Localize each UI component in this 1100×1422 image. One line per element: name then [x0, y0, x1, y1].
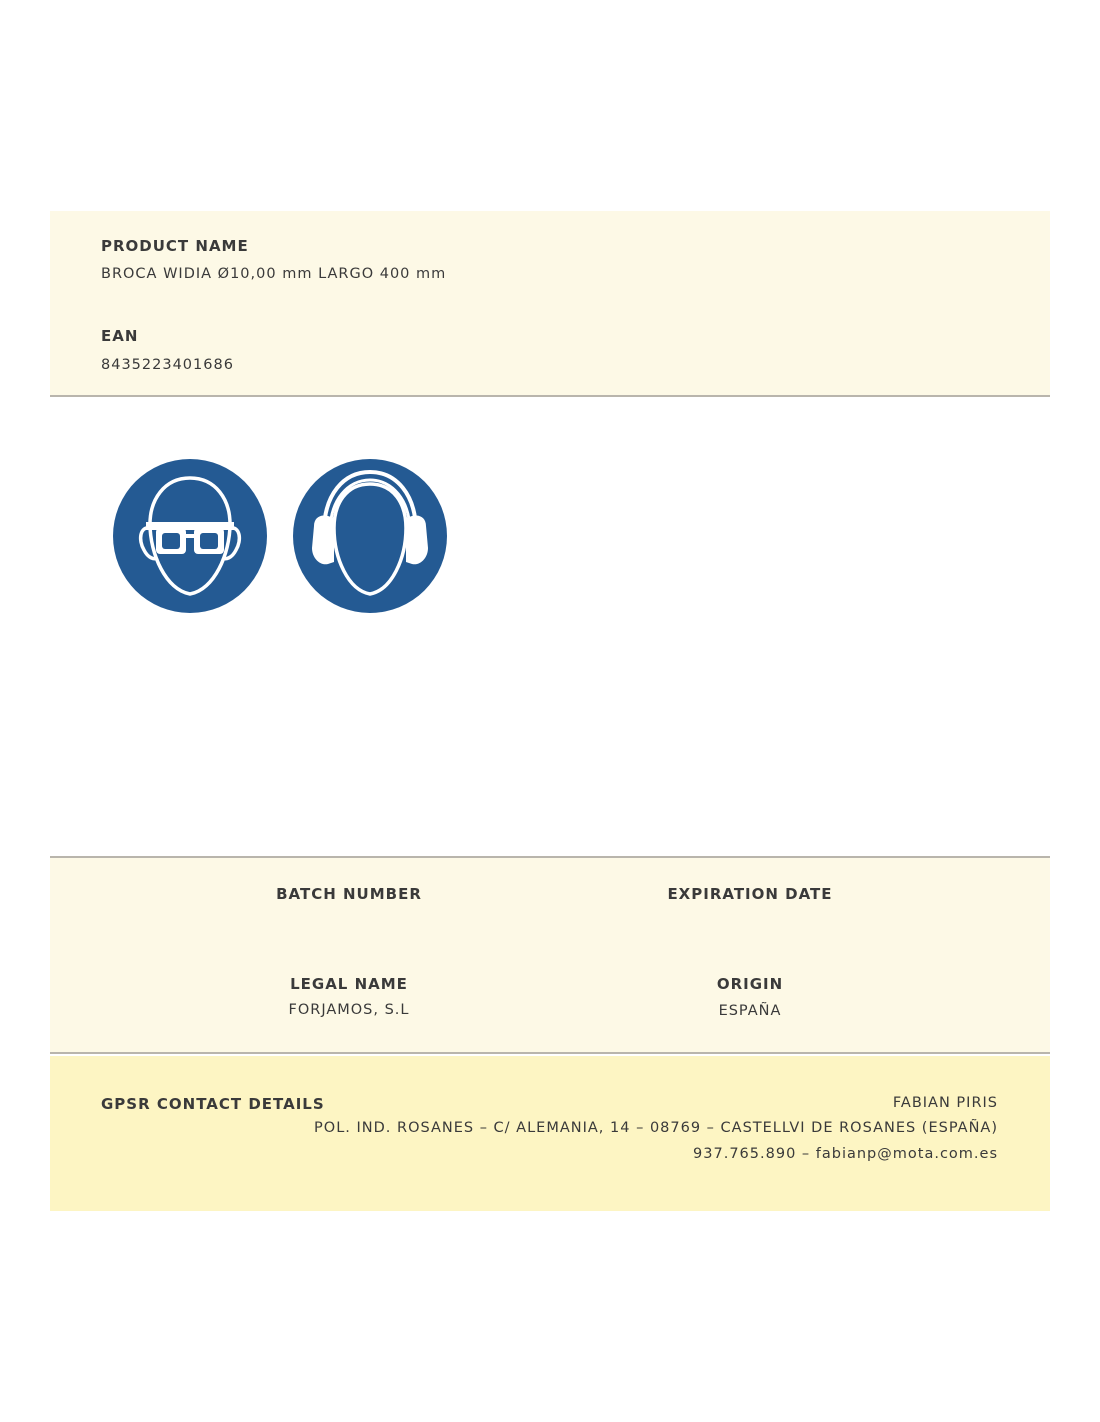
batch-number-label: BATCH NUMBER — [276, 885, 422, 903]
contact-name: FABIAN PIRIS — [892, 1095, 998, 1111]
product-name-value: BROCA WIDIA Ø10,00 mm LARGO 400 mm — [101, 266, 447, 282]
origin-value: ESPAÑA — [718, 1003, 782, 1019]
batch-number-field — [199, 885, 499, 903]
gpsr-contact-label: GPSR CONTACT DETAILS — [101, 1095, 325, 1113]
contact-address: POL. IND. ROSANES – C/ ALEMANIA, 14 – 08769 – CASTELLVI DE ROSANES (ESPAÑA) — [314, 1120, 998, 1136]
ean-value: 8435223401686 — [101, 357, 234, 373]
legal-name-field — [199, 975, 499, 1018]
product-section — [50, 211, 1050, 397]
eye-protection-icon — [112, 458, 268, 614]
safety-icons — [112, 458, 448, 614]
expiration-date-label: EXPIRATION DATE — [667, 885, 833, 903]
legal-name-label: LEGAL NAME — [290, 975, 408, 993]
contact-section — [50, 1056, 1050, 1211]
origin-field — [600, 975, 900, 1019]
info-section — [50, 856, 1050, 1054]
legal-name-value: FORJAMOS, S.L — [288, 1002, 410, 1018]
product-name-label: PRODUCT NAME — [101, 237, 249, 255]
expiration-date-field — [600, 885, 900, 903]
contact-phone-email: 937.765.890 – fabianp@mota.com.es — [693, 1146, 998, 1162]
ean-label: EAN — [101, 327, 139, 345]
origin-label: ORIGIN — [716, 975, 784, 993]
contact-details — [314, 1095, 998, 1162]
ear-protection-icon — [292, 458, 448, 614]
